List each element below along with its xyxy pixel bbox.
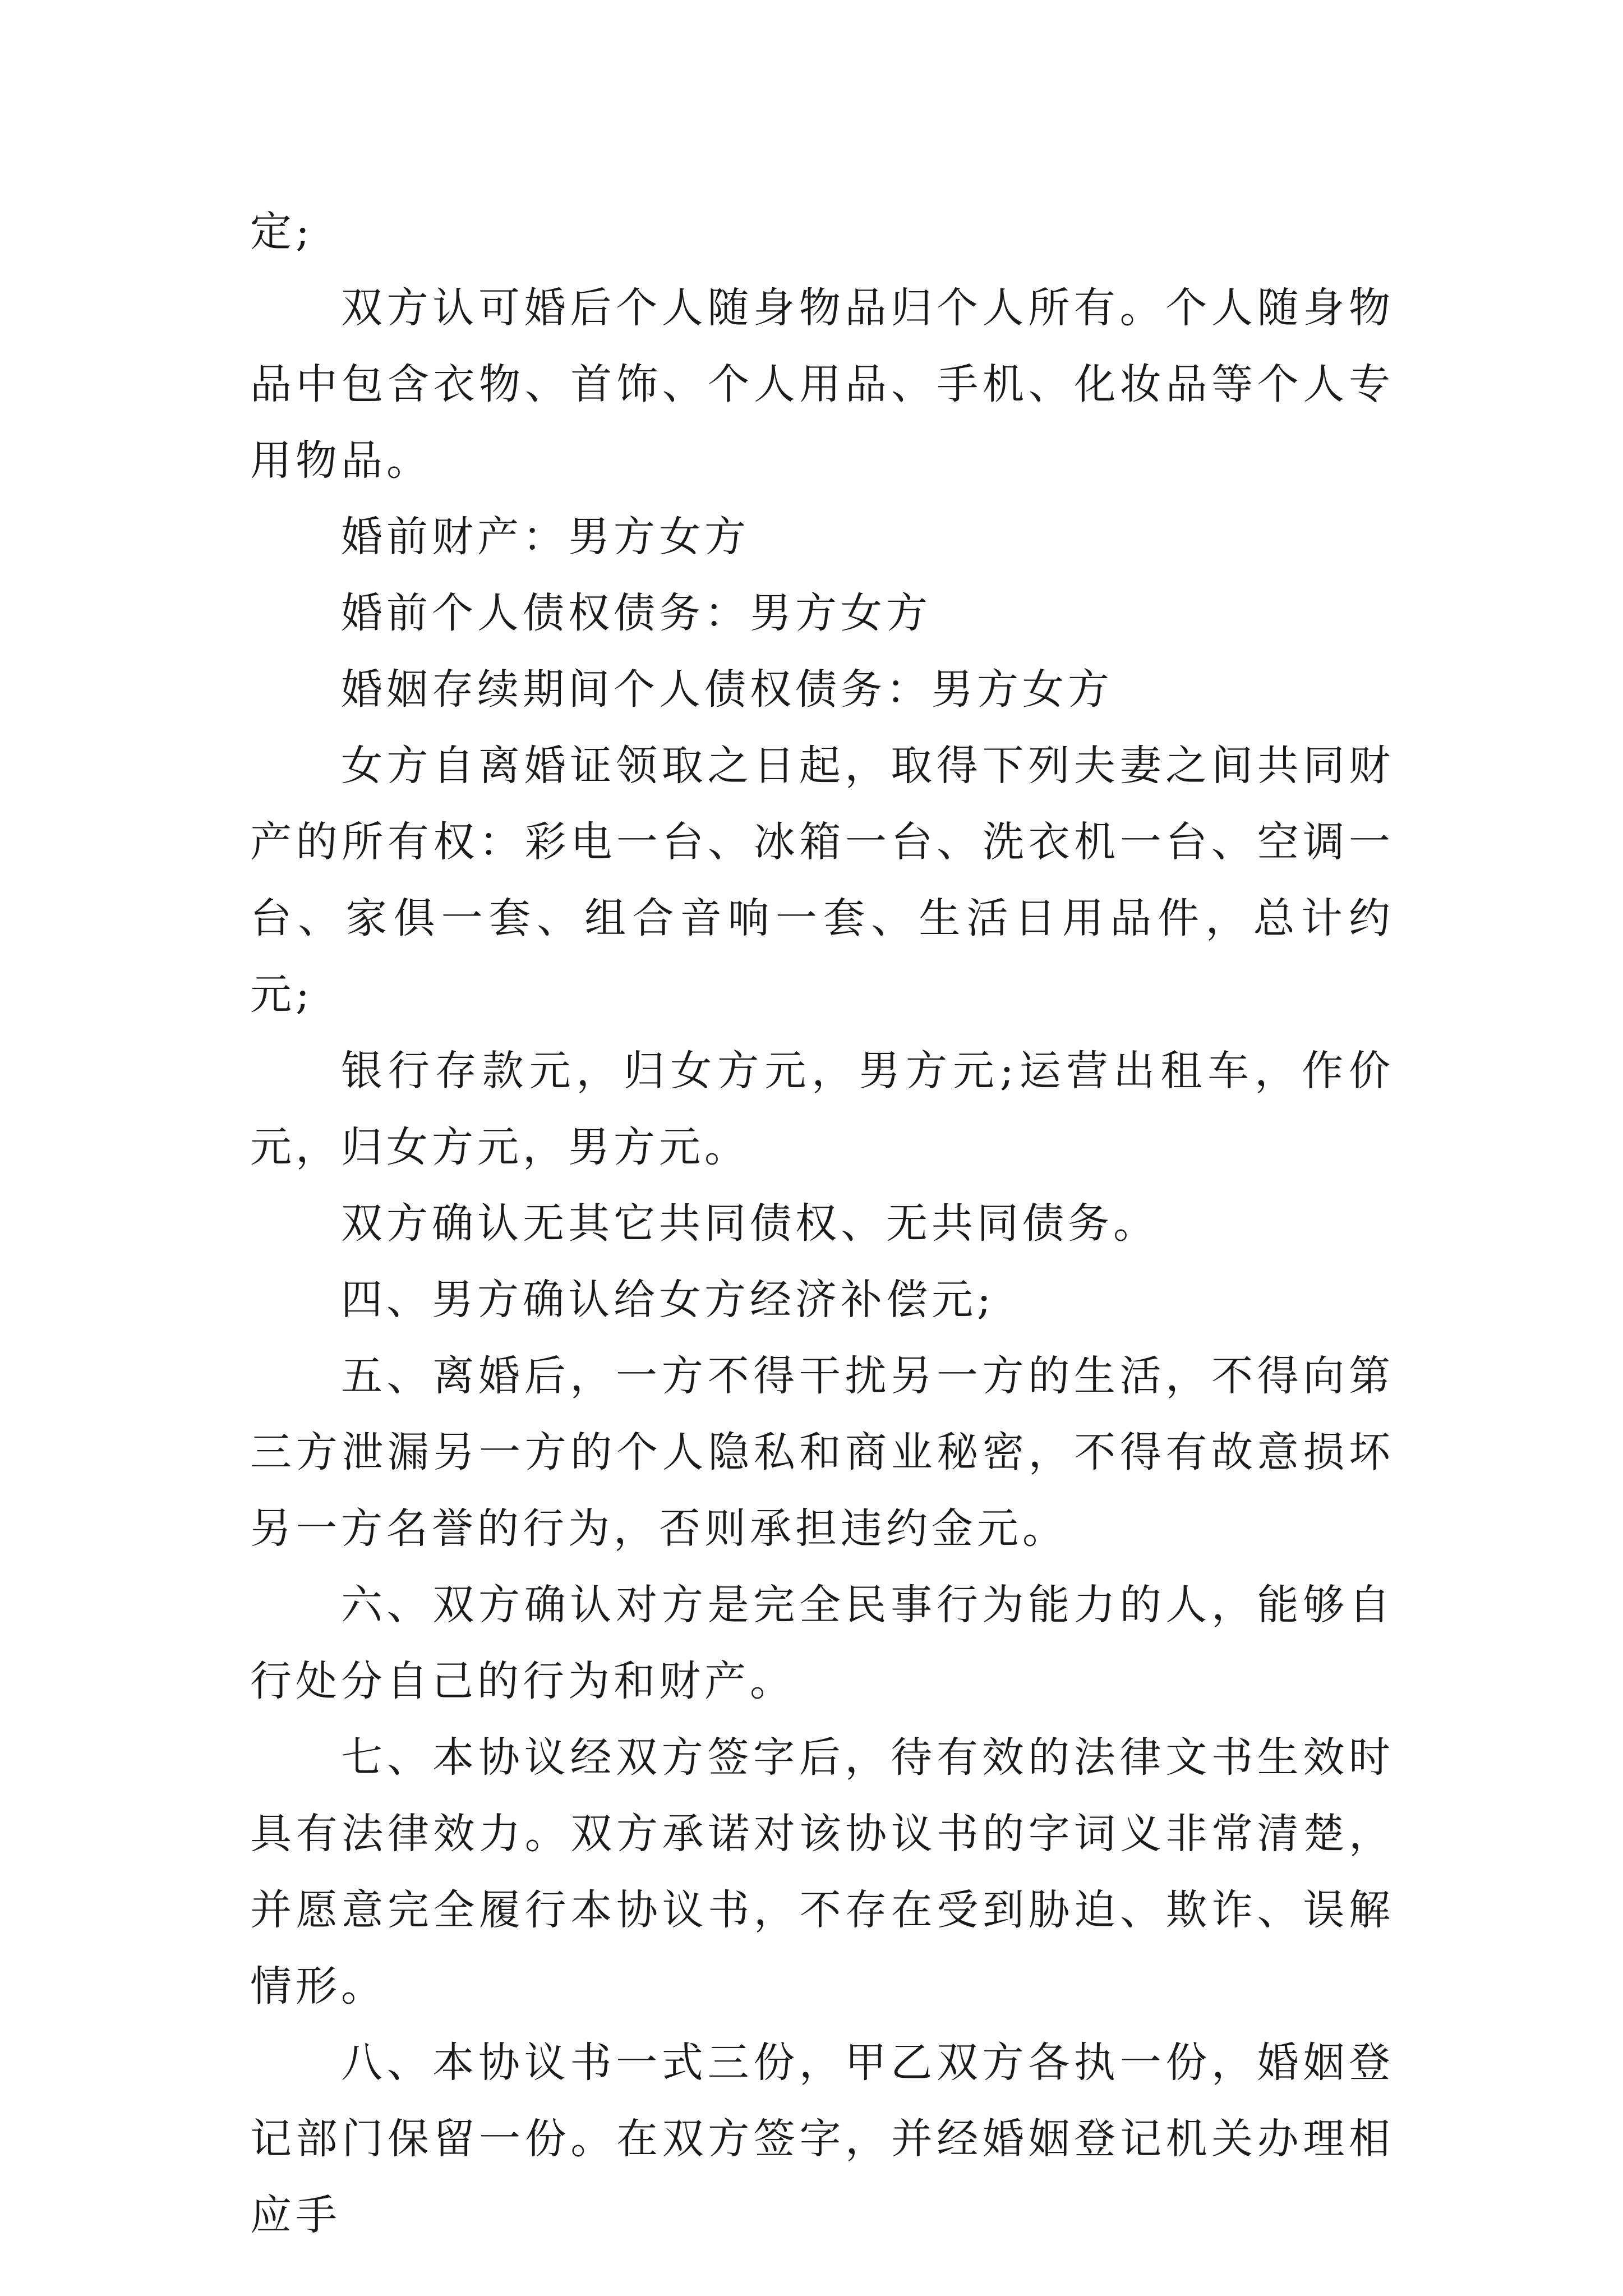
paragraph-clause-4: 四、男方确认给女方经济补偿元; bbox=[341, 1276, 995, 1324]
paragraph-joint-property: 女方自离婚证领取之日起，取得下列夫妻之间共同财产的所有权：彩电一台、冰箱一台、洗衣机一台、空调一台、家俱一套、组合音响一套、生活日用品件，总计约元; bbox=[250, 742, 1394, 1019]
paragraph-no-joint-debts: 双方确认无其它共同债权、无共同债务。 bbox=[341, 1199, 1159, 1248]
paragraph-continuation: 定; bbox=[250, 208, 313, 256]
paragraph-premarital-property: 婚前财产：男方女方 bbox=[341, 513, 750, 561]
paragraph-marriage-debts: 婚姻存续期间个人债权债务：男方女方 bbox=[341, 665, 1113, 714]
paragraph-clause-6: 六、双方确认对方是完全民事行为能力的人，能够自行处分自己的行为和财产。 bbox=[250, 1581, 1394, 1705]
document-body bbox=[250, 194, 1394, 2253]
paragraph-personal-belongings: 双方认可婚后个人随身物品归个人所有。个人随身物品中包含衣物、首饰、个人用品、手机、化妆品等个人专用物品。 bbox=[250, 284, 1394, 485]
paragraph-clause-8: 八、本协议书一式三份，甲乙双方各执一份，婚姻登记部门保留一份。在双方签字，并经婚姻登记机关办理相应手 bbox=[250, 2039, 1394, 2239]
paragraph-bank-deposits: 银行存款元，归女方元，男方元;运营出租车，作价元，归女方元，男方元。 bbox=[250, 1047, 1394, 1171]
paragraph-premarital-debts: 婚前个人债权债务：男方女方 bbox=[341, 589, 932, 637]
paragraph-clause-7: 七、本协议经双方签字后，待有效的法律文书生效时具有法律效力。双方承诺对该协议书的字词义非常清楚，并愿意完全履行本协议书，不存在受到胁迫、欺诈、误解情形。 bbox=[250, 1733, 1394, 2010]
paragraph-clause-5: 五、离婚后，一方不得干扰另一方的生活，不得向第三方泄漏另一方的个人隐私和商业秘密，不得有故意损坏另一方名誉的行为，否则承担违约金元。 bbox=[250, 1352, 1394, 1553]
